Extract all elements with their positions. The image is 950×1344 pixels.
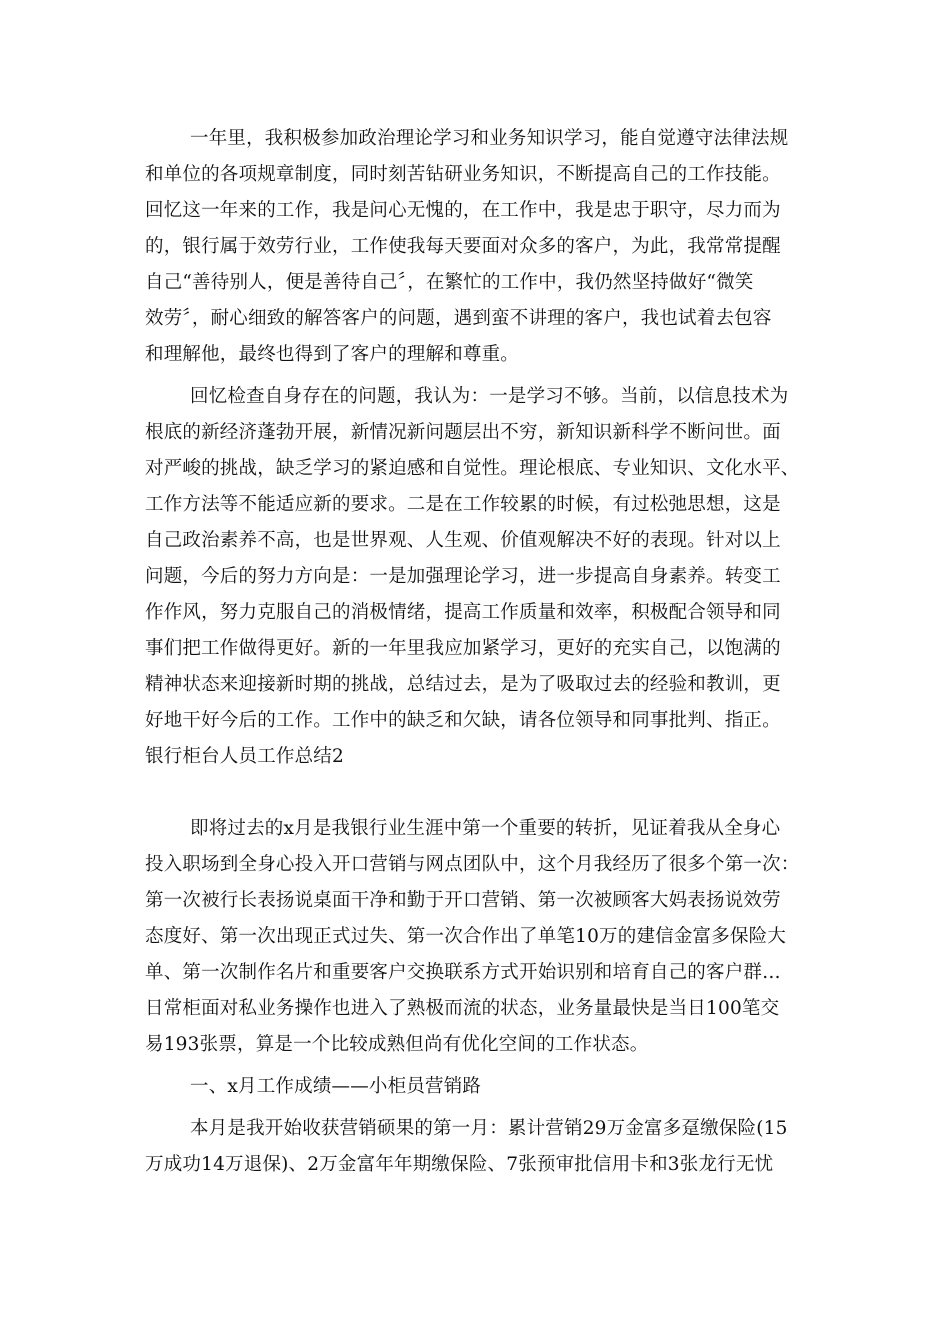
paragraph-1-line-2: 和单位的各项规章制度，同时刻苦钻研业务知识，不断提高自己的工作技能。	[145, 164, 781, 185]
paragraph-1-line-1: 一年里，我积极参加政治理论学习和业务知识学习，能自觉遵守法律法规	[190, 128, 789, 149]
paragraph-2-line-5: 自己政治素养不高，也是世界观、人生观、价值观解决不好的表现。针对以上	[145, 530, 781, 551]
paragraph-2-line-1: 回忆检查自身存在的问题，我认为：一是学习不够。当前，以信息技术为	[190, 386, 789, 407]
paragraph-2-line-3: 对严峻的挑战，缺乏学习的紧迫感和自觉性。理论根底、专业知识、文化水平、	[145, 458, 800, 479]
paragraph-3-line-7: 易193张票，算是一个比较成熟但尚有优化空间的工作状态。	[145, 1034, 649, 1055]
paragraph-1-line-7: 和理解他，最终也得到了客户的理解和尊重。	[145, 344, 520, 365]
paragraph-3-line-4: 态度好、第一次出现正式过失、第一次合作出了单笔10万的建信金富多保险大	[145, 926, 787, 947]
paragraph-2-line-10: 好地干好今后的工作。工作中的缺乏和欠缺，请各位领导和同事批判、指正。	[145, 710, 781, 731]
paragraph-3-line-5: 单、第一次制作名片和重要客户交换联系方式开始识别和培育自己的客户群…	[145, 962, 781, 983]
paragraph-2-line-8: 事们把工作做得更好。新的一年里我应加紧学习，更好的充实自己，以饱满的	[145, 638, 781, 659]
paragraph-1-line-3: 回忆这一年来的工作，我是问心无愧的，在工作中，我是忠于职守，尽力而为	[145, 200, 781, 221]
paragraph-2-line-4: 工作方法等不能适应新的要求。二是在工作较累的时候，有过松弛思想，这是	[145, 494, 781, 515]
paragraph-2-line-2: 根底的新经济蓬勃开展，新情况新问题层出不穷，新知识新科学不断问世。面	[145, 422, 781, 443]
paragraph-3-line-2: 投入职场到全身心投入开口营销与网点团队中，这个月我经历了很多个第一次：	[145, 854, 800, 875]
paragraph-3-line-1: 即将过去的x月是我银行业生涯中第一个重要的转折，见证着我从全身心	[190, 818, 781, 839]
paragraph-1-line-6: 效劳〞，耐心细致的解答客户的问题，遇到蛮不讲理的客户，我也试着去包容	[145, 308, 772, 329]
paragraph-3-line-3: 第一次被行长表扬说桌面干净和勤于开口营销、第一次被顾客大妈表扬说效劳	[145, 890, 781, 911]
paragraph-2-line-6: 问题，今后的努力方向是：一是加强理论学习，进一步提高自身素养。转变工	[145, 566, 781, 587]
paragraph-2-line-7: 作作风，努力克服自己的消极情绪，提高工作质量和效率，积极配合领导和同	[145, 602, 781, 623]
subsection-heading: 一、x月工作成绩——小柜员营销路	[190, 1076, 482, 1097]
paragraph-1-line-5: 自己“善待别人，便是善待自己〞，在繁忙的工作中，我仍然坚持做好“微笑	[145, 272, 754, 293]
paragraph-4-line-2: 万成功14万退保)、2万金富年年期缴保险、7张预审批信用卡和3张龙行无忧	[145, 1154, 774, 1175]
paragraph-3-line-6: 日常柜面对私业务操作也进入了熟极而流的状态，业务量最快是当日100笔交	[145, 998, 780, 1019]
section-heading: 银行柜台人员工作总结2	[145, 746, 344, 767]
paragraph-1-line-4: 的，银行属于效劳行业，工作使我每天要面对众多的客户，为此，我常常提醒	[145, 236, 781, 257]
paragraph-2-line-9: 精神状态来迎接新时期的挑战，总结过去，是为了吸取过去的经验和教训，更	[145, 674, 781, 695]
paragraph-4-line-1: 本月是我开始收获营销硕果的第一月：累计营销29万金富多趸缴保险(15	[190, 1118, 788, 1139]
